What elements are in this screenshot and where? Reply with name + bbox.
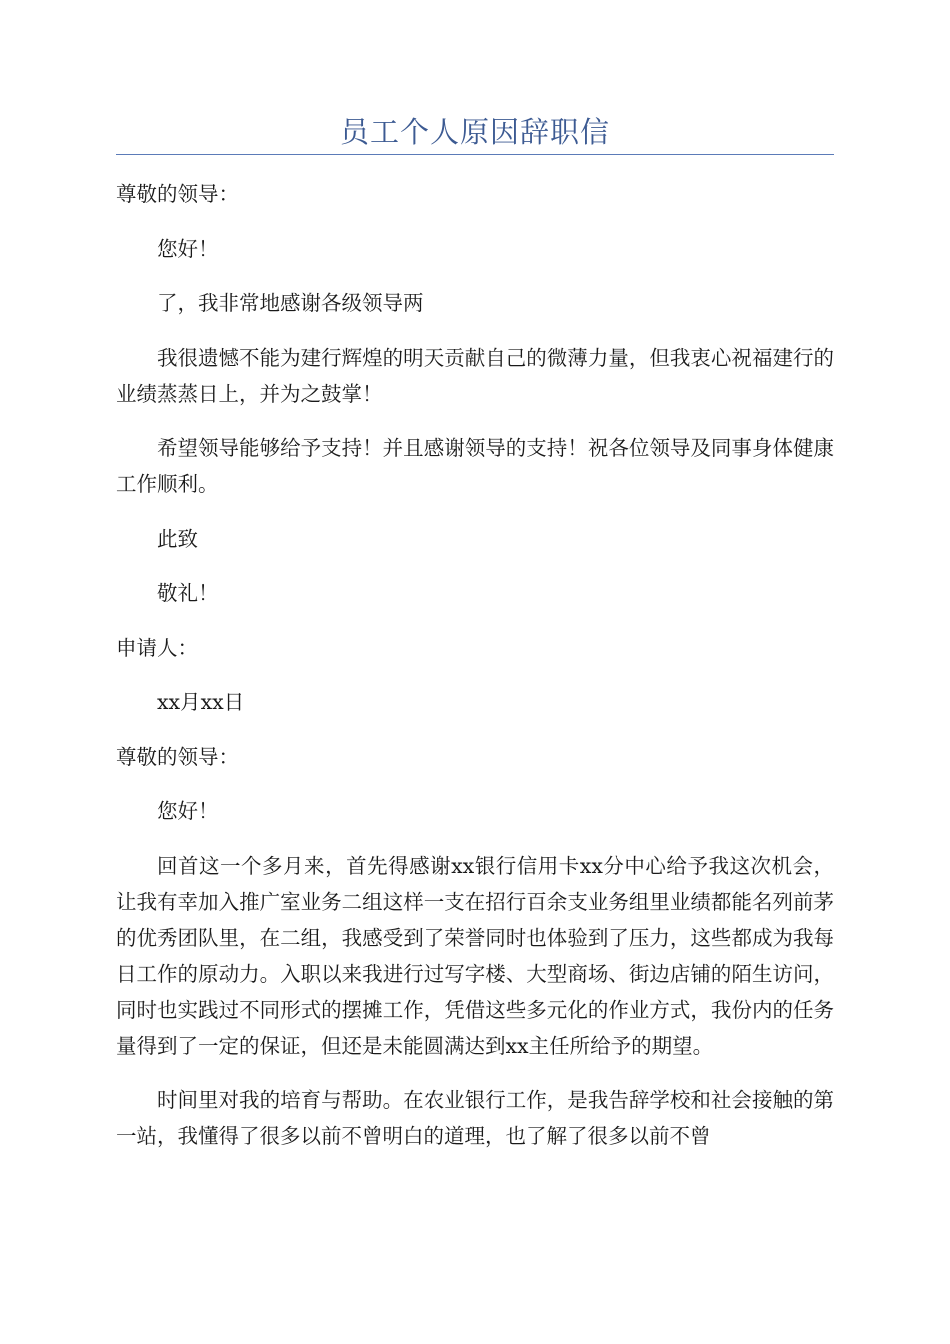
paragraph: 我很遗憾不能为建行辉煌的明天贡献自己的微薄力量，但我衷心祝福建行的业绩蒸蒸日上，并为之鼓掌！ <box>116 345 834 406</box>
paragraph-greeting: 您好！ <box>157 799 219 823</box>
document-body <box>116 176 834 1173</box>
document-title: 员工个人原因辞职信 <box>339 115 610 149</box>
paragraph-date: xx月xx日 <box>157 690 245 714</box>
paragraph-greeting: 您好！ <box>157 236 219 261</box>
paragraph-salutation: 尊敬的领导： <box>116 744 239 769</box>
paragraph-applicant: 申请人： <box>116 635 198 660</box>
paragraph-regards: 敬礼！ <box>157 581 219 605</box>
paragraph-salutation: 尊敬的领导： <box>116 182 239 206</box>
paragraph: 希望领导能够给予支持！并且感谢领导的支持！祝各位领导及同事身体健康工作顺利。 <box>116 436 834 496</box>
paragraph: 回首这一个多月来，首先得感谢xx银行信用卡xx分中心给予我这次机会，让我有幸加入推广室业务二组这样一支在招行百余支业务组里业绩都能名列前茅的优秀团队里，在二组，我感受到了荣誉同时也体验到了压力，这些都成为我每日工作的原动力。入职以来我进行过写字楼、大型商场、街边店铺的陌生访问，同时也实践过不同形式的摆摊工作，凭借这些多元化的作业方式，我份内的任务量得到了一定的保证，但还是未能圆满达到xx主任所给予的期望。 <box>116 853 834 1058</box>
title-underline <box>116 154 834 155</box>
paragraph: 了，我非常地感谢各级领导两 <box>157 291 424 315</box>
paragraph: 时间里对我的培育与帮助。在农业银行工作，是我告辞学校和社会接触的第一站，我懂得了很多以前不曾明白的道理，也了解了很多以前不曾 <box>116 1088 834 1148</box>
paragraph-closing: 此致 <box>157 526 198 551</box>
